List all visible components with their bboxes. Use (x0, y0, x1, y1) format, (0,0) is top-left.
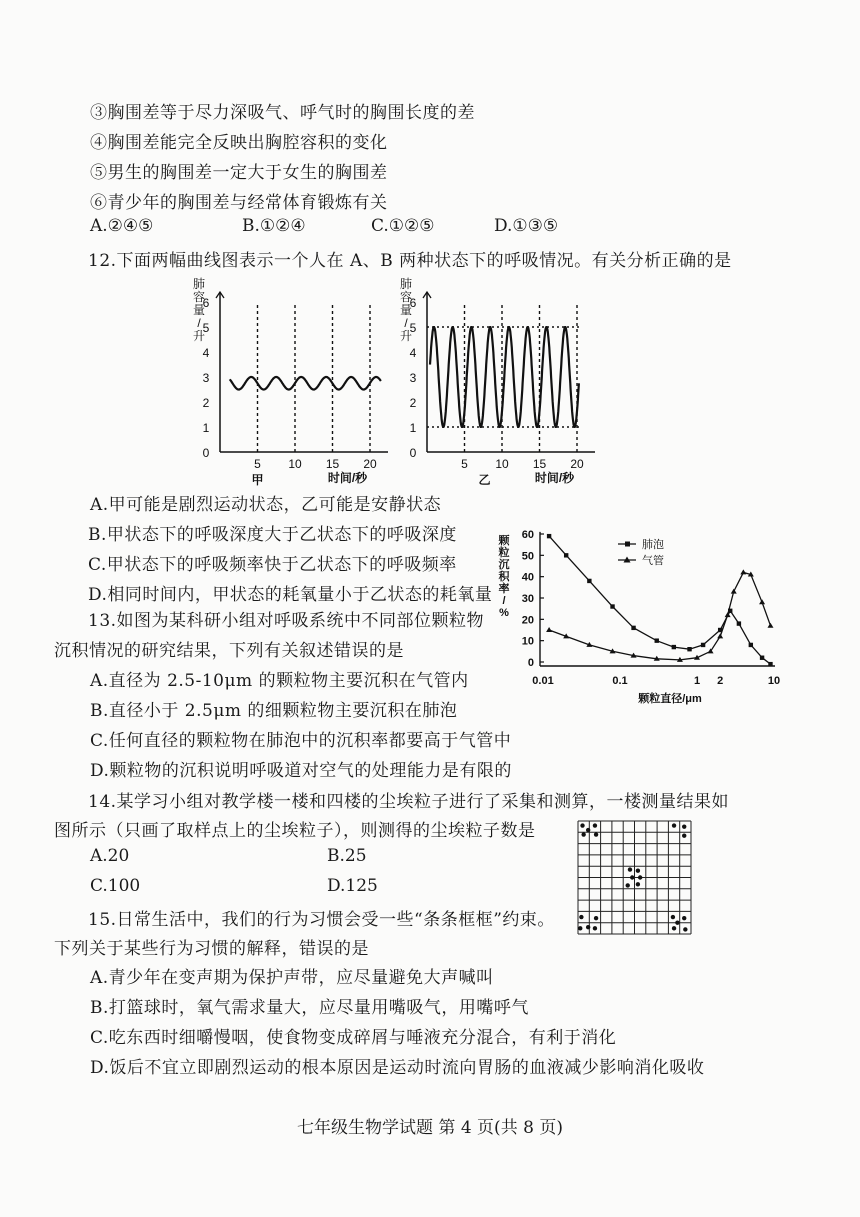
q15-option-d[interactable]: D.饭后不宜立即剧烈运动的根本原因是运动时流向胃肠的血液减少影响消化吸收 (90, 1058, 705, 1078)
dust-grid (574, 817, 698, 937)
q11-item-4: ④胸围差能完全反映出胸腔容积的变化 (90, 133, 388, 153)
data-point-trachea (740, 569, 746, 574)
legend-label: 肺泡 (642, 539, 664, 551)
chart-yi (392, 276, 622, 486)
q12-option-d[interactable]: D.相同时间内，甲状态的耗氧量小于乙状态的耗氧量 (88, 585, 493, 605)
series-line-trachea (549, 572, 770, 660)
q15-stem-2: 下列关于某些行为习惯的解释，错误的是 (54, 939, 369, 959)
dust-particle (593, 823, 597, 827)
x-axis-label: 颗粒直径/μm (638, 693, 702, 705)
chart-name-label: 乙 (478, 473, 491, 487)
q11-option-c[interactable]: C.①②⑤ (371, 216, 435, 236)
data-point-alveoli (760, 656, 764, 660)
x-axis-label: 时间/秒 (534, 471, 575, 485)
x-tick-label: 5 (461, 457, 468, 471)
y-tick-label: 40 (521, 571, 534, 584)
x-tick-label: 2 (717, 675, 724, 687)
q14-option-a[interactable]: A.20 (90, 846, 130, 866)
x-axis-label: 时间/秒 (327, 471, 368, 485)
y-tick-label: 5 (409, 321, 417, 335)
x-tick-label: 0.1 (612, 675, 628, 687)
dust-particle (586, 828, 590, 832)
dust-particle (672, 823, 676, 827)
chart-particle (490, 522, 781, 717)
data-point-trachea (731, 589, 737, 594)
q13-stem-1: 13.如图为某科研小组对呼吸系统中不同部位颗粒物 (88, 611, 485, 631)
y-tick-label: 0 (409, 446, 417, 460)
data-point-alveoli (547, 534, 551, 538)
data-point-alveoli (672, 645, 676, 649)
dust-particle (628, 867, 632, 871)
y-tick-label: 3 (409, 371, 417, 385)
chart-jia (185, 276, 390, 486)
data-point-alveoli (587, 579, 591, 583)
dust-particle (593, 926, 597, 930)
y-axis-label: 颗粒沉积率/ % (498, 535, 510, 619)
q14-option-d[interactable]: D.125 (327, 876, 378, 896)
dust-particle (579, 915, 583, 919)
dust-particle (672, 926, 676, 930)
dust-particle (636, 882, 640, 886)
breathing-curve (230, 377, 381, 390)
y-tick-label: 0 (202, 446, 210, 460)
q13-option-c[interactable]: C.任何直径的颗粒物在肺泡中的沉积率都要高于气管中 (90, 731, 512, 751)
data-point-alveoli (655, 638, 659, 642)
q11-option-d[interactable]: D.①③⑤ (494, 216, 559, 236)
chart-name-label: 甲 (251, 473, 264, 487)
x-tick-label: 15 (325, 457, 340, 471)
y-tick-label: 2 (202, 396, 210, 410)
q11-item-6: ⑥青少年的胸围差与经常体育锻炼有关 (90, 193, 388, 213)
dust-particle (594, 832, 598, 836)
legend-marker (625, 542, 630, 547)
x-tick-label: 0.01 (532, 675, 554, 687)
dust-particle (683, 927, 687, 931)
y-tick-label: 2 (409, 396, 417, 410)
dust-particle (586, 925, 590, 929)
dust-particle (630, 875, 634, 879)
q15-stem-1: 15.日常生活中，我们的行为习惯会受一些“条条框框”约束。 (88, 910, 555, 930)
y-tick-label: 5 (202, 321, 210, 335)
q12-option-b[interactable]: B.甲状态下的呼吸深度大于乙状态下的呼吸深度 (88, 525, 457, 545)
q11-item-5: ⑤男生的胸围差一定大于女生的胸围差 (90, 163, 388, 183)
x-tick-label: 20 (570, 457, 584, 471)
dust-particle (626, 883, 630, 887)
q14-option-c[interactable]: C.100 (90, 876, 141, 896)
y-tick-label: 4 (409, 346, 417, 360)
data-point-trachea (759, 599, 765, 604)
q14-stem-2: 图所示（只画了取样点上的尘埃粒子），则测得的尘埃粒子数是 (54, 821, 536, 841)
data-point-alveoli (749, 643, 753, 647)
q13-option-a[interactable]: A.直径为 2.5-10μm 的颗粒物主要沉积在气管内 (90, 671, 469, 691)
dust-particle (682, 916, 686, 920)
q13-stem-2: 沉积情况的研究结果，下列有关叙述错误的是 (54, 641, 404, 661)
q13-option-d[interactable]: D.颗粒物的沉积说明呼吸道对空气的处理能力是有限的 (90, 761, 512, 781)
data-point-alveoli (737, 621, 741, 625)
legend-label: 气管 (642, 555, 664, 567)
q12-option-a[interactable]: A.甲可能是剧烈运动状态，乙可能是安静状态 (90, 495, 442, 515)
dust-particle (682, 833, 686, 837)
data-point-alveoli (610, 604, 614, 608)
data-point-alveoli (768, 662, 772, 666)
data-point-alveoli (701, 643, 705, 647)
dust-particle (581, 832, 585, 836)
data-point-trachea (546, 627, 552, 632)
data-point-alveoli (564, 553, 568, 557)
q14-option-b[interactable]: B.25 (327, 846, 367, 866)
x-tick-label: 5 (254, 457, 261, 471)
dust-particle (594, 916, 598, 920)
y-tick-label: 10 (521, 635, 534, 648)
y-tick-label: 50 (521, 550, 534, 563)
dust-particle (580, 823, 584, 827)
q13-option-b[interactable]: B.直径小于 2.5μm 的细颗粒物主要沉积在肺泡 (90, 701, 458, 721)
x-tick-label: 15 (532, 457, 547, 471)
y-tick-label: 30 (521, 593, 534, 605)
x-tick-label: 1 (693, 675, 701, 687)
data-point-trachea (717, 633, 723, 638)
page-footer: 七年级生物学试题 第 4 页(共 8 页) (297, 1118, 563, 1138)
x-tick-label: 10 (288, 457, 302, 471)
q12-option-c[interactable]: C.甲状态下的呼吸频率快于乙状态下的呼吸频率 (88, 555, 457, 575)
q11-option-a[interactable]: A.②④⑤ (90, 216, 154, 236)
q14-stem-1: 14.某学习小组对教学楼一楼和四楼的尘埃粒子进行了采集和测算，一楼测量结果如 (88, 792, 730, 812)
dust-particle (682, 824, 686, 828)
y-tick-label: 3 (202, 371, 210, 385)
dust-particle (578, 926, 582, 930)
data-point-alveoli (631, 626, 635, 630)
data-point-alveoli (687, 647, 691, 651)
y-tick-label: 1 (202, 421, 210, 435)
dust-particle (638, 875, 642, 879)
y-tick-label: 0 (527, 657, 534, 669)
q15-option-b[interactable]: B.打篮球时，氧气需求量大，应尽量用嘴吸气，用嘴呼气 (90, 998, 529, 1018)
y-tick-label: 1 (409, 421, 417, 435)
x-tick-label: 10 (495, 457, 509, 471)
y-tick-label: 20 (521, 614, 534, 627)
dust-particle (671, 915, 675, 919)
y-axis-label: 肺容量/升 (192, 277, 206, 343)
y-tick-label: 4 (202, 346, 210, 360)
x-tick-label: 10 (767, 675, 781, 687)
x-tick-label: 20 (363, 457, 377, 471)
dust-particle (636, 869, 640, 873)
q15-option-c[interactable]: C.吃东西时细嚼慢咽，使食物变成碎屑与唾液充分混合，有利于消化 (90, 1028, 617, 1048)
breathing-curve (430, 327, 579, 427)
q11-option-b[interactable]: B.①②④ (242, 216, 306, 236)
q15-option-a[interactable]: A.青少年在变声期为保护声带，应尽量避免大声喊叫 (90, 968, 494, 988)
data-point-trachea (767, 623, 773, 628)
y-tick-label: 6 (202, 296, 210, 310)
y-axis-label: 肺容量/升 (399, 277, 413, 343)
y-tick-label: 6 (409, 296, 417, 310)
dust-particle (675, 921, 679, 925)
y-tick-label: 60 (521, 529, 534, 541)
q11-item-3: ③胸围差等于尽力深吸气、呼气时的胸围长度的差 (90, 103, 475, 123)
q12-stem: 12.下面两幅曲线图表示一个人在 A、B 两种状态下的呼吸情况。有关分析正确的是 (88, 251, 732, 271)
